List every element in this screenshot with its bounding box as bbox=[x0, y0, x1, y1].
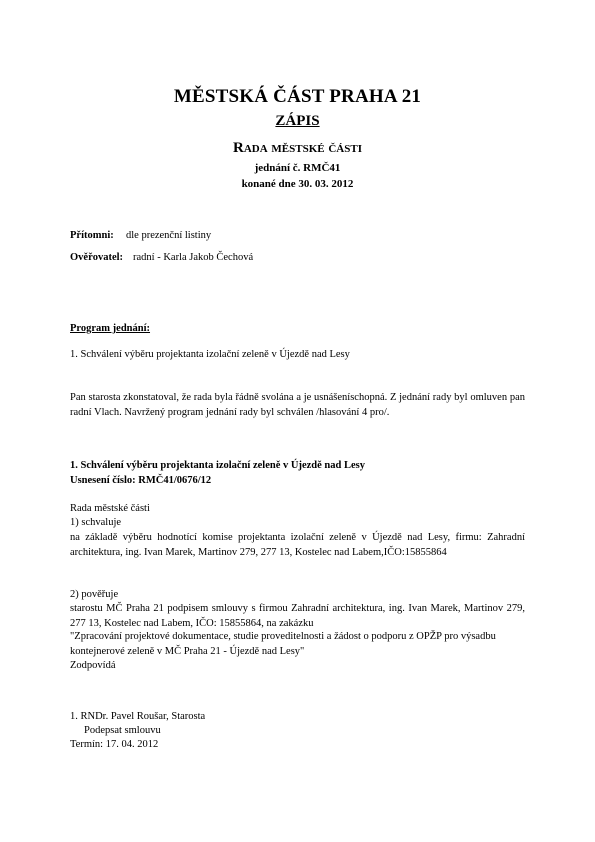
verifier-row bbox=[70, 251, 525, 266]
approves-label: 1) schvaluje bbox=[70, 517, 122, 528]
present-value: dle prezenční listiny bbox=[126, 230, 212, 241]
task-text: Podepsat smlouvu bbox=[84, 725, 161, 736]
meeting-number: jednání č. RMČ41 bbox=[254, 162, 341, 174]
council-heading: Rada městské části bbox=[233, 140, 362, 156]
resolution-council: Rada městské části bbox=[70, 503, 150, 514]
meeting-date: konané dne 30. 03. 2012 bbox=[241, 178, 354, 190]
responsible-person: 1. RNDr. Pavel Roušar, Starosta bbox=[70, 711, 206, 722]
resolution-number: Usnesení číslo: RMČ41/0676/12 bbox=[70, 475, 212, 486]
deadline: Termín: 17. 04. 2012 bbox=[70, 739, 159, 750]
present-label: Přítomni: bbox=[70, 230, 114, 241]
approves-text: na základě výběru hodnotící komise projektanta izolační zeleně v Újezdě nad Lesy, firmu: Zahradní architektura, ing. Ivan Marek, Martinov 279, 277 13, Kostelec nad Labem,IČO:15855864 bbox=[70, 532, 525, 558]
resolution-heading: 1. Schválení výběru projektanta izolační zeleně v Újezdě nad Lesy bbox=[70, 460, 365, 471]
intro-paragraph: Pan starosta zkonstatoval, že rada byla řádně svolána a je usnášeníschopná. Z jednání rady byl omluven pan radní Vlach. Navržený program jednání rady byl schválen /hlasování 4 pro/. bbox=[70, 392, 525, 418]
zapis-heading: ZÁPIS bbox=[275, 113, 320, 129]
program-heading: Program jednání: bbox=[70, 323, 151, 334]
responsible-label: Zodpovídá bbox=[70, 660, 116, 671]
contract-name: "Zpracování projektové dokumentace, studie proveditelnosti a žádost o podporu z OPŽP pro výsadbu kontejnerové zeleně v MČ Praha 21 - Újezdě nad Lesy" bbox=[70, 631, 496, 657]
document-title: MĚSTSKÁ ČÁST PRAHA 21 bbox=[173, 86, 422, 107]
authorizes-label: 2) pověřuje bbox=[70, 589, 119, 600]
program-item-1: 1. Schválení výběru projektanta izolační zeleně v Újezdě nad Lesy bbox=[70, 349, 350, 360]
verifier-label: Ověřovatel: bbox=[70, 252, 124, 263]
authorizes-text: starostu MČ Praha 21 podpisem smlouvy s firmou Zahradní architektura, ing. Ivan Marek, Martinov 279, 277 13, Kostelec nad Labem, IČO: 15855864, na zakázku bbox=[70, 603, 525, 629]
verifier-value: radní - Karla Jakob Čechová bbox=[133, 252, 254, 263]
attendance-row bbox=[70, 229, 525, 244]
